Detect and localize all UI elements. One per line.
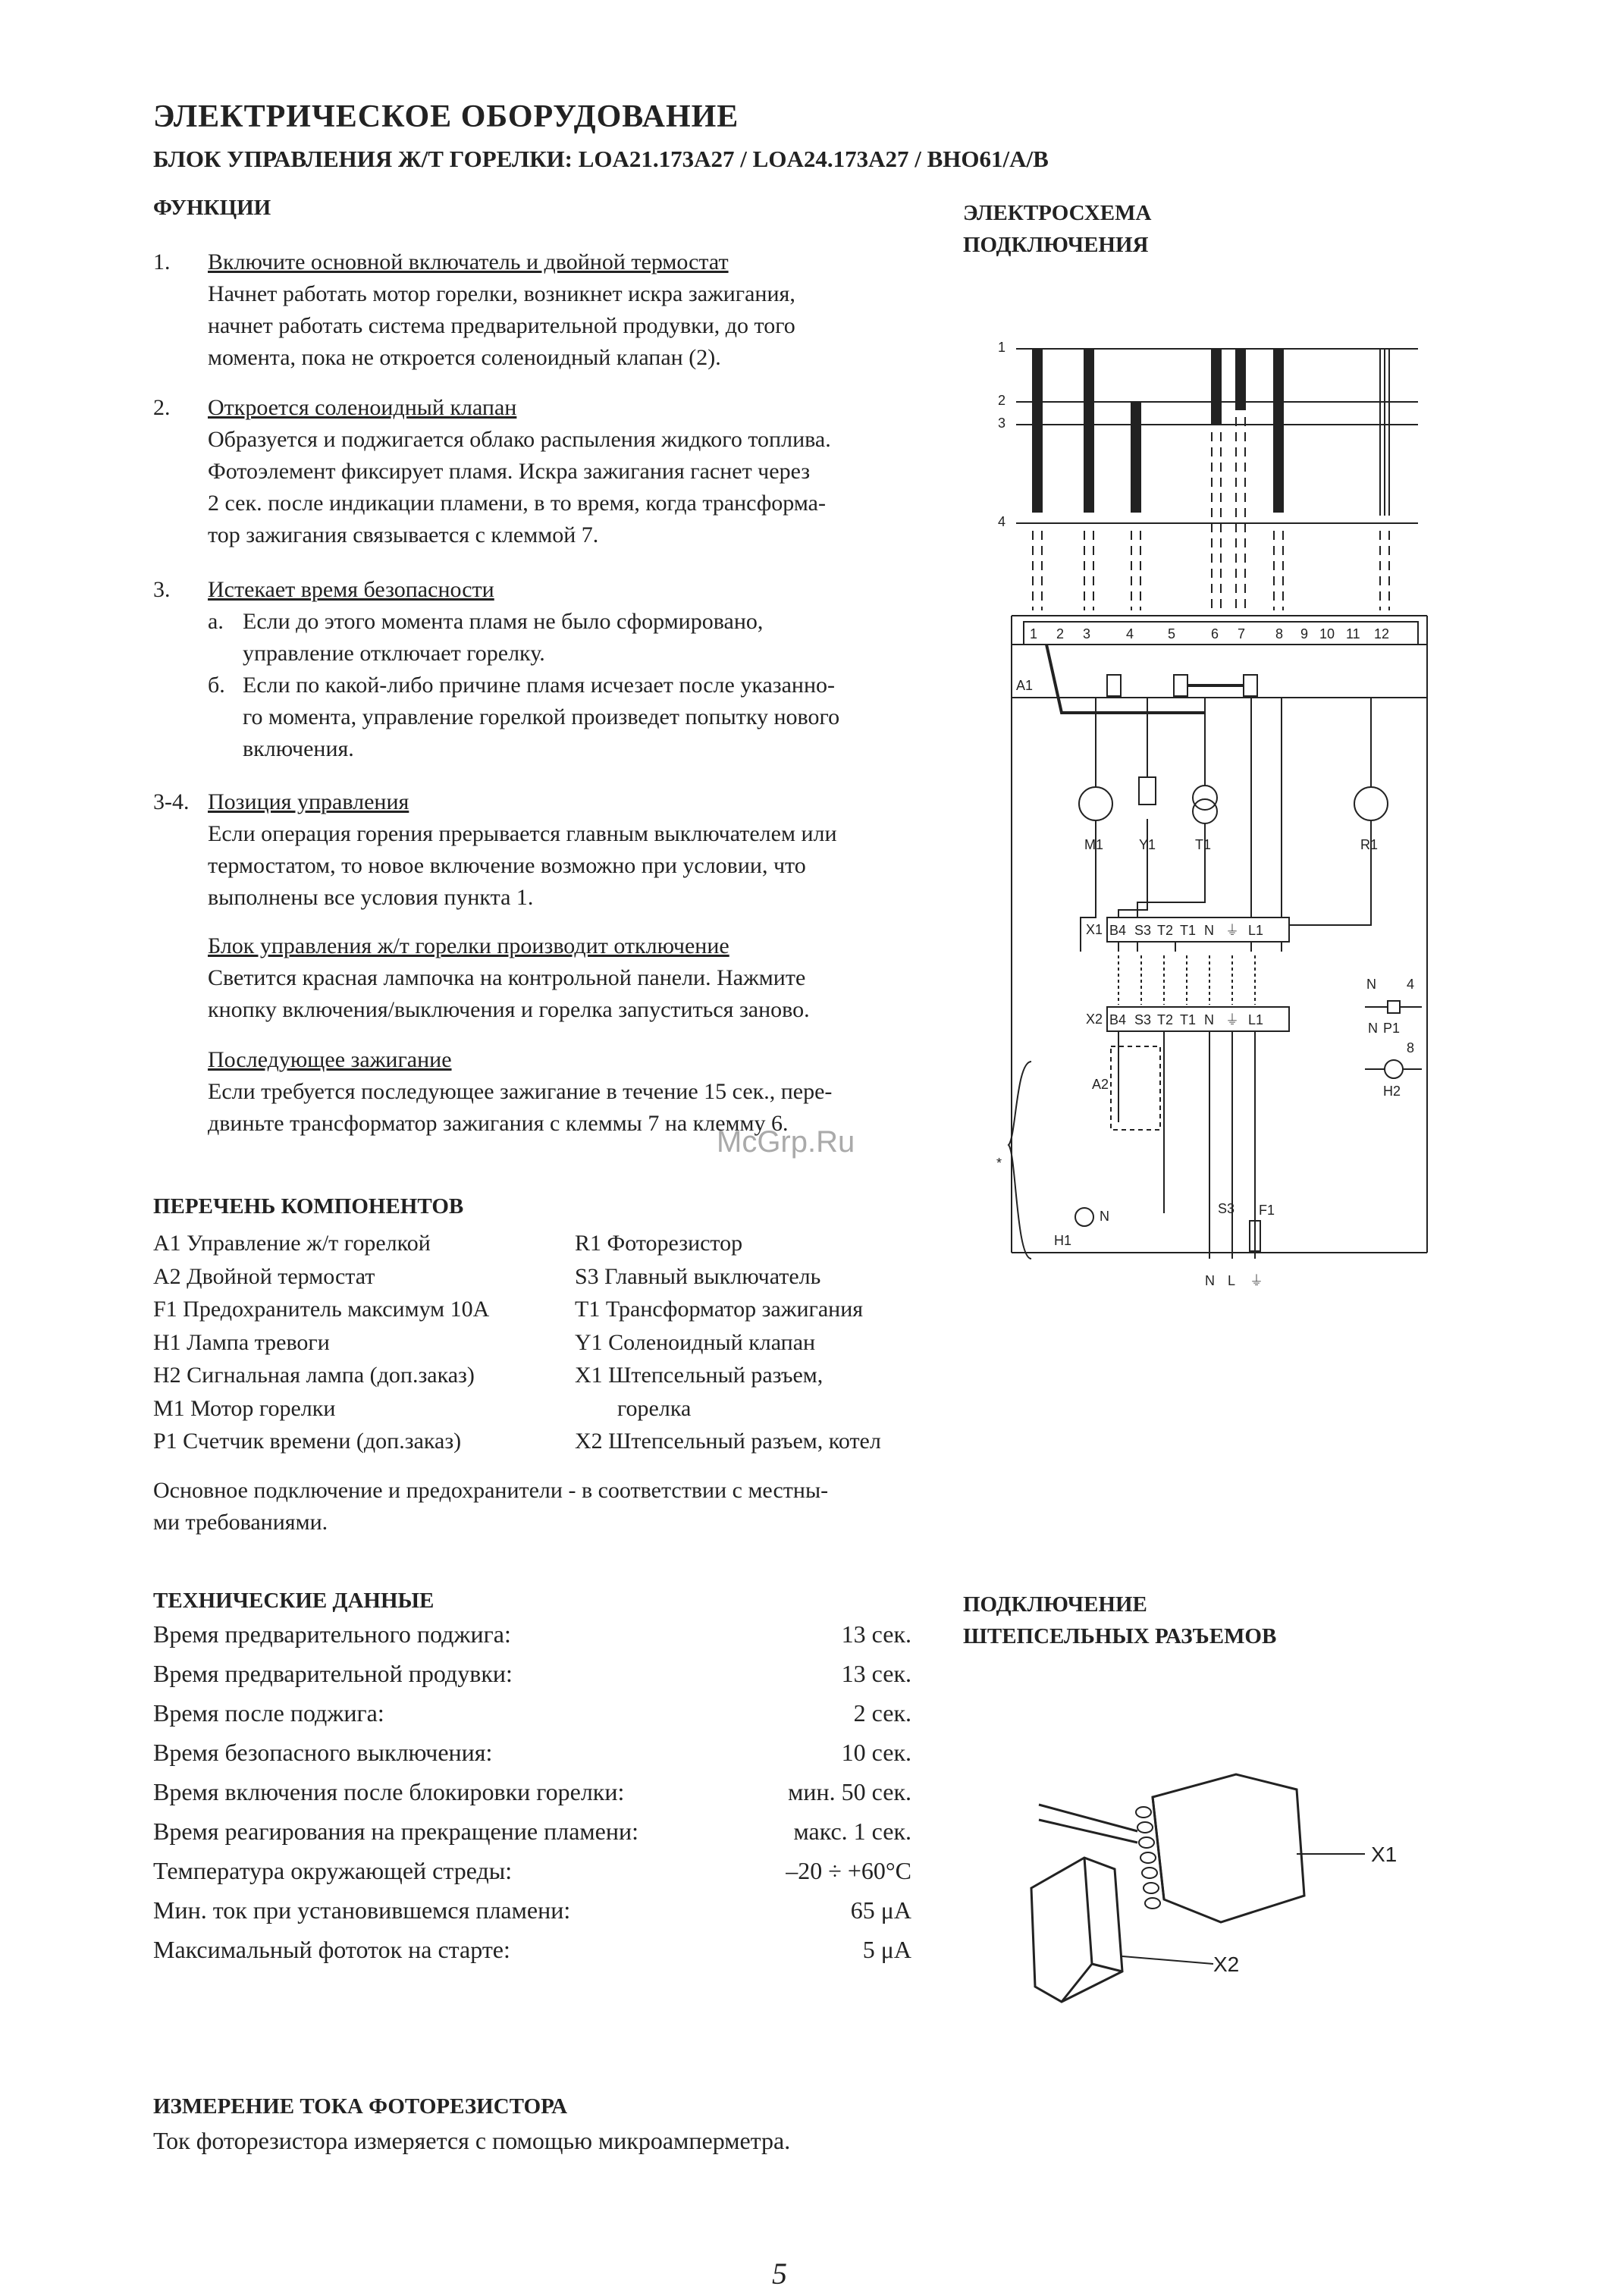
heading-line: ПОДКЛЮЧЕНИЕ — [963, 1592, 1147, 1617]
h2-label: H2 — [1383, 1084, 1401, 1099]
heading-line: ПОДКЛЮЧЕНИЯ — [963, 233, 1149, 257]
block-title: Последующее зажигание — [208, 1047, 452, 1072]
sub-label: а. — [208, 609, 224, 634]
page-number: 5 — [772, 2257, 787, 2291]
component-item: Y1 Соленоидный клапан — [575, 1329, 816, 1355]
components-right-list — [575, 1227, 969, 1458]
terminal-label: 8 — [1407, 1040, 1415, 1055]
row-label: Мин. ток при установившемся пламени: — [153, 1896, 571, 1924]
row-value: 65 μA — [850, 1896, 911, 1924]
line: Если операция горения прерывается главным выключателем или — [208, 821, 837, 846]
tech-table — [153, 1620, 911, 1984]
line: Основное подключение и предохранители - в соответствии с местны- — [153, 1478, 829, 1503]
l-label: L — [1228, 1273, 1236, 1288]
page-subtitle: БЛОК УПРАВЛЕНИЯ Ж/Т ГОРЕЛКИ: LOA21.173A27 / LOA24.173A27 / BHO61/A/B — [153, 146, 1049, 172]
line: кнопку включения/выключения и горелка запуститься заново. — [208, 997, 810, 1022]
line: Начнет работать мотор горелки, возникнет искра зажигания, — [208, 281, 795, 306]
function-item-3-4 — [153, 786, 966, 914]
line: начнет работать система предварительной продувки, до того — [208, 313, 795, 338]
component-item: A2 Двойной термостат — [153, 1263, 375, 1289]
item-number: 3-4. — [153, 789, 190, 814]
n-label: N — [1205, 1273, 1215, 1288]
functions-heading: ФУНКЦИИ — [153, 196, 271, 220]
row-label: Время включения после блокировки горелки: — [153, 1778, 625, 1805]
row-value: 2 сек. — [853, 1699, 911, 1727]
star-label: * — [996, 1156, 1002, 1171]
rail-label: 3 — [998, 416, 1006, 431]
ground-label: ⏚ — [1250, 1273, 1263, 1288]
terminal-label: 2 — [1056, 626, 1065, 641]
m1-label: M1 — [1084, 837, 1104, 852]
connector-term: B4 — [1109, 1012, 1127, 1027]
n-label: N — [1368, 1021, 1378, 1036]
terminal-label: 3 — [1083, 626, 1091, 641]
row-label: Время реагирования на прекращение пламени: — [153, 1818, 639, 1845]
item-number: 3. — [153, 577, 171, 602]
component-item: H2 Сигнальная лампа (доп.заказ) — [153, 1363, 475, 1388]
connector-term: T2 — [1157, 1012, 1174, 1027]
schematic-heading — [963, 197, 1151, 261]
line: Если требуется последующее зажигание в течение 15 сек., пере- — [208, 1079, 833, 1104]
component-item: F1 Предохранитель максимум 10A — [153, 1297, 490, 1322]
row-label: Время предварительной продувки: — [153, 1660, 513, 1687]
connector-term: N — [1204, 1012, 1214, 1027]
y1-label: Y1 — [1139, 837, 1156, 852]
terminal-label: 6 — [1211, 626, 1219, 641]
component-item: T1 Трансформатор зажигания — [575, 1297, 864, 1322]
t1-label: T1 — [1195, 837, 1212, 852]
function-item-1 — [153, 246, 966, 374]
line: Если по какой-либо причине пламя исчезает после указанно- — [243, 673, 836, 698]
function-item-2 — [153, 392, 966, 551]
connector-term: S3 — [1134, 923, 1152, 938]
watermark: McGrp.Ru — [717, 1125, 855, 1159]
page-title: ЭЛЕКТРИЧЕСКОЕ ОБОРУДОВАНИЕ — [153, 99, 739, 134]
plugs-heading — [963, 1589, 1276, 1652]
components-heading: ПЕРЕЧЕНЬ КОМПОНЕНТОВ — [153, 1194, 464, 1219]
component-item: A1 Управление ж/т горелкой — [153, 1231, 431, 1256]
component-item: горелка — [617, 1395, 692, 1421]
a1-label: A1 — [1016, 678, 1034, 693]
table-row — [153, 1739, 911, 1778]
connector-term: L1 — [1248, 1012, 1264, 1027]
heading-line: ШТЕПСЕЛЬНЫХ РАЗЪЕМОВ — [963, 1624, 1277, 1648]
plug-x1-label: X1 — [1371, 1843, 1398, 1866]
row-value: 5 μA — [862, 1936, 911, 1963]
connector-term: S3 — [1134, 1012, 1152, 1027]
n-label: N — [1100, 1209, 1109, 1224]
line: Светится красная лампочка на контрольной панели. Нажмите — [208, 965, 806, 990]
table-row — [153, 1778, 911, 1818]
line: Образуется и поджигается облако распыления жидкого топлива. — [208, 427, 831, 452]
a2-label: A2 — [1092, 1077, 1109, 1092]
component-item: X2 Штепсельный разъем, котел — [575, 1429, 881, 1454]
terminal-label: 4 — [1126, 626, 1134, 641]
wiring-diagram — [993, 318, 1433, 1304]
x1-label: X1 — [1086, 922, 1103, 937]
row-value: мин. 50 сек. — [788, 1778, 911, 1805]
connector-term: T1 — [1180, 1012, 1197, 1027]
photo-text: Ток фоторезистора измеряется с помощью микроамперметра. — [153, 2127, 791, 2154]
terminal-label: 11 — [1346, 626, 1360, 641]
terminal-label: 7 — [1238, 626, 1246, 641]
connector-term: ⏚ — [1225, 1012, 1239, 1027]
rail-label: 4 — [998, 514, 1006, 529]
line: включения. — [243, 736, 354, 761]
row-label: Время безопасного выключения: — [153, 1739, 493, 1766]
row-value: 13 сек. — [841, 1660, 911, 1687]
connector-term: T1 — [1180, 923, 1197, 938]
terminal-label: 8 — [1275, 626, 1284, 641]
shutdown-block — [208, 930, 966, 1026]
line: Если до этого момента пламя не было сформировано, — [243, 609, 764, 634]
line: управление отключает горелку. — [243, 641, 545, 666]
row-label: Максимальный фототок на старте: — [153, 1936, 510, 1963]
row-label: Время после поджига: — [153, 1699, 384, 1727]
terminal-label: 12 — [1374, 626, 1390, 641]
line: Фотоэлемент фиксирует пламя. Искра зажигания гаснет через — [208, 459, 811, 484]
rail-label: 1 — [998, 340, 1006, 355]
item-title: Включите основной включатель и двойной термостат — [208, 249, 729, 274]
item-title: Откроется соленоидный клапан — [208, 395, 517, 420]
f1-label: F1 — [1259, 1203, 1275, 1218]
components-left-list — [153, 1227, 578, 1458]
connector-term: N — [1204, 923, 1214, 938]
connector-term: B4 — [1109, 923, 1127, 938]
photo-heading: ИЗМЕРЕНИЕ ТОКА ФОТОРЕЗИСТОРА — [153, 2094, 568, 2119]
component-item: S3 Главный выключатель — [575, 1263, 821, 1289]
connector-term: T2 — [1157, 923, 1174, 938]
line: ми требованиями. — [153, 1510, 328, 1535]
function-item-3 — [153, 574, 966, 765]
item-title: Позиция управления — [208, 789, 409, 814]
table-row — [153, 1660, 911, 1699]
line: двиньте трансформатор зажигания с клеммы 7 на клемму 6. — [208, 1111, 789, 1136]
row-label: Время предварительного поджига: — [153, 1620, 511, 1648]
row-value: 13 сек. — [841, 1620, 911, 1648]
heading-line: ЭЛЕКТРОСХЕМА — [963, 201, 1152, 225]
s3-label: S3 — [1218, 1201, 1235, 1216]
table-row — [153, 1620, 911, 1660]
component-item: R1 Фоторезистор — [575, 1231, 743, 1256]
p1-label: P1 — [1383, 1021, 1401, 1036]
row-label: Температура окружающей стреды: — [153, 1857, 513, 1884]
x2-label: X2 — [1086, 1012, 1103, 1027]
table-row — [153, 1896, 911, 1936]
r1-label: R1 — [1360, 837, 1379, 852]
components-note — [153, 1475, 972, 1539]
line: тор зажигания связывается с клеммой 7. — [208, 522, 599, 547]
terminal-label: 5 — [1168, 626, 1176, 641]
rail-label: 2 — [998, 393, 1006, 408]
row-value: макс. 1 сек. — [793, 1818, 911, 1845]
component-item: M1 Мотор горелки — [153, 1395, 336, 1421]
item-number: 2. — [153, 395, 171, 420]
plug-x2-label: X2 — [1213, 1953, 1240, 1976]
component-item: P1 Счетчик времени (доп.заказ) — [153, 1429, 462, 1454]
line: 2 сек. после индикации пламени, в то время, когда трансформа- — [208, 491, 826, 516]
row-value: 10 сек. — [841, 1739, 911, 1766]
plug-connectors-drawing — [1009, 1744, 1433, 2032]
connector-term: ⏚ — [1225, 923, 1239, 938]
connector-term: L1 — [1248, 923, 1264, 938]
terminal-label: 9 — [1300, 626, 1309, 641]
item-number: 1. — [153, 249, 171, 274]
line: выполнены все условия пункта 1. — [208, 885, 534, 910]
n-label: N — [1366, 977, 1376, 992]
table-row — [153, 1699, 911, 1739]
line: термостатом, то новое включение возможно при условии, что — [208, 853, 806, 878]
block-title: Блок управления ж/т горелки производит отключение — [208, 933, 729, 958]
line: момента, пока не откроется соленоидный клапан (2). — [208, 345, 721, 370]
table-row — [153, 1857, 911, 1896]
terminal-label: 10 — [1319, 626, 1335, 641]
tech-heading: ТЕХНИЧЕСКИЕ ДАННЫЕ — [153, 1589, 435, 1613]
sub-label: б. — [208, 673, 225, 698]
table-row — [153, 1818, 911, 1857]
table-row — [153, 1936, 911, 1975]
component-item: X1 Штепсельный разъем, — [575, 1363, 824, 1388]
row-value: –20 ÷ +60°C — [786, 1857, 911, 1884]
h1-label: H1 — [1054, 1233, 1072, 1248]
line: го момента, управление горелкой произведет попытку нового — [243, 704, 840, 729]
terminal-label: 1 — [1030, 626, 1038, 641]
component-item: H1 Лампа тревоги — [153, 1329, 330, 1355]
item-title: Истекает время безопасности — [208, 577, 494, 602]
terminal-label: 4 — [1407, 977, 1415, 992]
